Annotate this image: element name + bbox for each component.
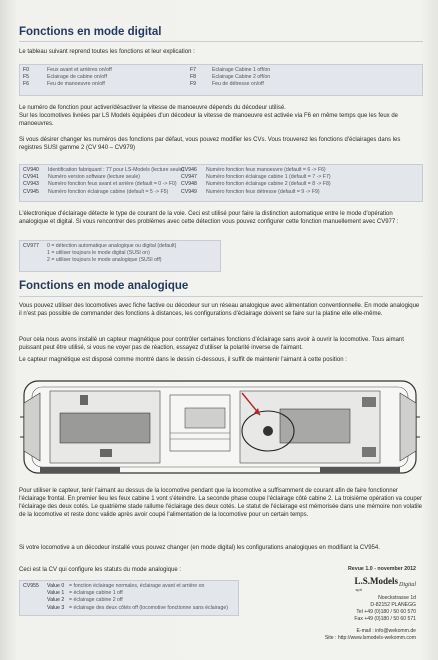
cv-row [23, 167, 331, 174]
cv-table-rows [23, 167, 331, 196]
cv-number: CV940 [23, 167, 39, 173]
cv977-table [23, 243, 176, 265]
address-line-2: D-82152 PLANEGG [370, 602, 416, 608]
cv-description: Identification fabriquant : 77 pour LS-Models (lecture seule) [48, 167, 185, 173]
function-code: F6 [23, 81, 30, 88]
function-row [23, 74, 270, 81]
function-label: Eclairage de cabine on/off [47, 74, 107, 81]
website: Site : http://www.lsmodels-wekomm.com [324, 635, 416, 641]
function-label: Eclairage Cabine 1 off/on [212, 67, 271, 73]
function-code: F8 [190, 74, 197, 81]
function-code: F5 [23, 74, 30, 81]
cv-number: CV946 [181, 167, 197, 173]
cv977-line: 1 = utiliser toujours le mode digital (SUSI on) [47, 250, 150, 257]
cv-description: Numéro fonction feux avant et arrière (default = 0 -> F0) [48, 181, 177, 188]
brand-logo: L.S.Models [354, 576, 398, 586]
cv-description: Numéro fonction éclairage cabine (default = 5 -> F5) [48, 188, 169, 195]
divider [19, 296, 423, 297]
value-key: Value 2 [47, 597, 65, 604]
cv977-label: CV977 [23, 243, 39, 249]
cv-number: CV941 [23, 174, 39, 181]
cv-description: Numéro fonction feux manoeuvre (default = 6 -> F6) [206, 167, 326, 173]
cv955-label: CV955 [23, 583, 39, 589]
intro-text: Le tableau suivant reprend toutes les fonctions et leur explication : [19, 49, 195, 55]
cv-description: Numéro fonction feux détresse (default = 9 -> F9) [206, 188, 320, 195]
function-label: Feu de détresse on/off [212, 81, 264, 88]
function-row [23, 67, 270, 74]
para-decoder-cv: Si votre locomotive a un décodeur installé vous pouvez changer (en mode digital) les configurations analogiques en modifiant la CV954. [19, 545, 380, 551]
value-key: Value 1 [47, 590, 65, 597]
function-label: Feux avant et arrières on/off [47, 67, 112, 73]
value-desc: = éclairage cabine 2 off [69, 597, 123, 604]
para-function-number: Le numéro de fonction pour activer/désactiver la vitesse de manoeuvre dépends du décodeur utilisé. [19, 105, 286, 111]
cv-number: CV949 [181, 188, 197, 195]
divider [19, 41, 423, 42]
section-title-digital: Fonctions en mode digital [19, 26, 162, 38]
para-magnetic-sensor: Pour cela nous avons installé un capteur magnétique pour contrôler certaines fonctions d'éclairage sans avoir à ouvrir la locomotive. Tous aimant puissant peut être utilisé, si vous ne voyer pas de réaction, essayez d'utiliser la polarité inverse de l'aimant. [19, 337, 404, 352]
para-change-cv: Si vous désirer changer les numéros des fonctions par défaut, vous pouvez modifier les CVs. Vous trouverez les fonctions d'éclairages dans les registres SUSI gamme 2 (CV 940 – CV979) [19, 137, 401, 152]
brand-small: sprl [355, 587, 362, 592]
para-sensor-position: Le capteur magnétique est disposé comme montré dans le dessin ci-dessous, il suffit de maintenir l'aimant à cette position : [19, 357, 347, 363]
para-cv-intro: Ceci est la CV qui configure les statuts du mode analogique : [19, 567, 182, 573]
cv977-line: 2 = utiliser toujours le mode analogique (SUSI off) [47, 257, 162, 264]
para-detection: L'électronique d'éclairage détecte le type de courant de la voie. Ceci est utilisé pour faire la distinction automatique entre le mode d'opération analogique et digital. Si vous rencontrer des problèmes avec cette détection vous pouvez configurer cette fonction manuellement avec CV977 : [19, 211, 399, 226]
revision-note: Revue 1.0 - november 2012 [347, 566, 416, 572]
para-analog-intro: Vous pouvez utiliser des locomotives avec fiche factive ou décodeur sur un réseau analogique avec alimentation conventionnelle. En mode analogique il n'est pas possible de commander des fonctions à distances, les configurations d'éclairage doivent se faire sur la platine elle elle-même. [19, 303, 420, 318]
para-sensor-usage: Pour utiliser le capteur, tenir l'aimant au dessus de la locomotive pendant que la locomotive a suffisamment de courant afin de faire fonctionner l'éclairage frontal. En premier lieu les feux cabine 1 vont s'éteindre. La seconde phase coupe l'éclairage côté cabine 2. La troisième opération va couper l'éclairage des deux cotés. Le quatrième stade rallume l'éclairage des deux cotés. Le statut de l'éclairage est mémorisée dans une mémoire non volatile de la locomotive et reste donc valide après avoir coupé l'alimentation de la locomotive pour un certain temps. [19, 488, 423, 518]
value-key: Value 3 [47, 604, 65, 611]
cv-description: Numéro version software (lecture seule) [48, 174, 140, 181]
value-desc: = éclairage des deux côtés off (locomotive fonctionne sans éclairage) [69, 604, 228, 611]
cv-number: CV948 [181, 181, 197, 188]
cv977-line: 0 = détection automatique analogique ou digital (default) [47, 243, 177, 249]
cv-number: CV943 [23, 181, 39, 188]
function-code: F9 [190, 81, 197, 88]
function-code: F7 [190, 67, 197, 73]
cv-row [23, 174, 331, 181]
function-label: Eclairage Cabine 2 off/on [212, 74, 271, 81]
function-row [23, 81, 270, 88]
fax: Fax +49 (0)180 / 50 60 571 [354, 616, 416, 622]
brand-sub: Digital [398, 582, 416, 588]
value-desc: = éclairage cabine 1 off [69, 590, 123, 597]
function-table-rows [23, 67, 270, 89]
function-label: Feu de manoeuvre on/off [47, 81, 105, 88]
email: E-mail : info@wekomm.de [356, 628, 416, 634]
cv-row [23, 189, 331, 196]
function-code: F0 [23, 67, 30, 73]
address-line-1: Noeckstrasse 1d [378, 595, 416, 601]
telephone: Tel +49 (0)180 / 50 60 570 [356, 609, 416, 615]
cv-row [23, 181, 331, 188]
locomotive-drawing [20, 373, 420, 479]
value-key: Value 0 [47, 583, 65, 589]
cv-number: CV947 [181, 174, 197, 181]
cv-description: Numéro fonction éclairage cabine 2 (default = 8 -> F8) [206, 181, 331, 188]
cv955-table [23, 583, 228, 612]
cv-description: Numéro fonction éclairage cabine 1 (default = 7 -> F7) [206, 174, 331, 181]
value-desc: = fonction éclairage normales, éclairage avant et arrière on [69, 583, 205, 589]
section-title-analog: Fonctions en mode analogique [19, 280, 189, 292]
para-lsmodels: Sur les locomotives livrées par LS Models équipées d'un décodeur la vitesse de manoeuvre est activée via F6 en même temps que les feux de manoeuvres. [19, 113, 399, 128]
cv-number: CV945 [23, 188, 39, 195]
